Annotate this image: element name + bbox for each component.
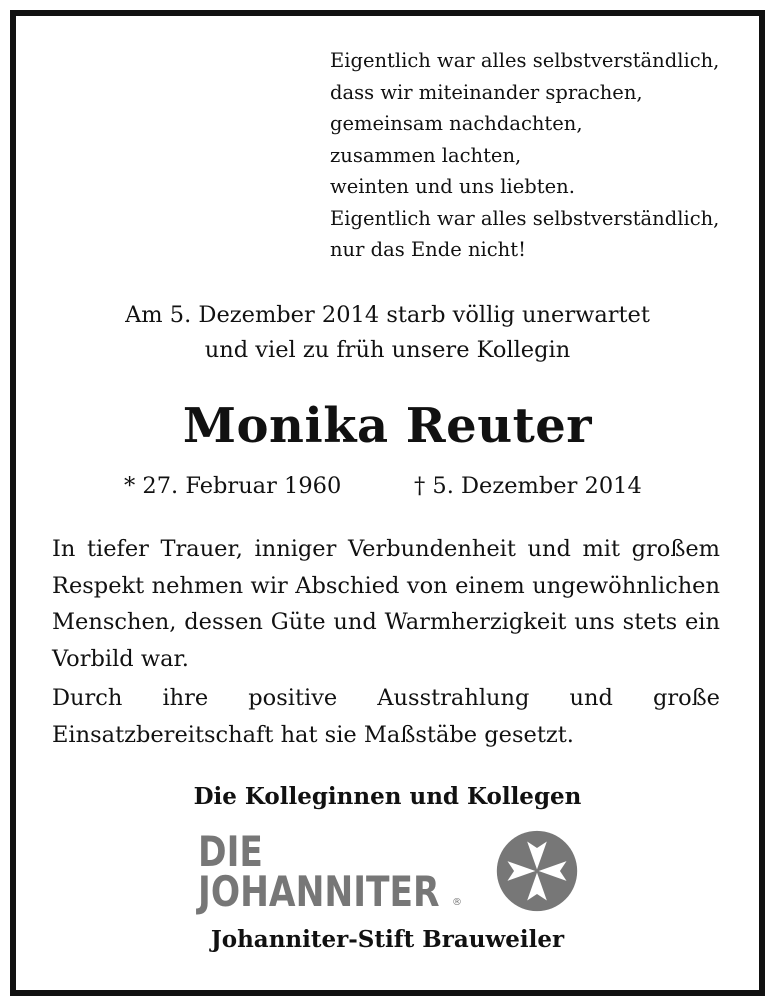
condolence-paragraph-1: In tiefer Trauer, inniger Verbundenheit und mit großem Respekt nehmen wir Abschied von einem ungewöhnlichen Menschen, dessen Güte und Warmherzigkeit uns stets ein Vorbild war. [52,536,720,672]
birth-date: * 27. Februar 1960 [124,473,342,499]
death-date: † 5. Dezember 2014 [414,473,642,499]
poem-line: nur das Ende nicht! [330,238,526,261]
johanniter-cross-icon-svg [496,830,578,912]
registered-mark: ® [452,897,462,908]
poem-line: Eigentlich war alles selbstverständlich, [330,206,720,230]
poem-line: gemeinsam nachdachten, [330,112,583,135]
announcement [0,298,775,368]
logo-text-die: DIE [198,827,263,876]
deceased-name: Monika Reuter [182,398,593,454]
poem-line: zusammen lachten, [330,143,522,167]
poem-line: dass wir miteinander sprachen, [330,80,643,104]
announcement-line-2: und viel zu früh unsere Kollegin [204,337,571,363]
signature: Die Kolleginnen und Kollegen [193,783,582,810]
johanniter-cross-icon [496,830,578,916]
poem-line: Eigentlich war alles selbstverständlich, [330,49,720,72]
poem [330,45,719,266]
logo-text-johanniter: JOHANNITER [198,867,440,916]
announcement-line-1: Am 5. Dezember 2014 starb völlig unerwartet [125,302,650,328]
condolence-paragraph-2: Durch ihre positive Ausstrahlung und große Einsatzbereitschaft hat sie Maßstäbe gesetzt. [52,685,720,748]
poem-line: weinten und uns liebten. [330,175,575,198]
institution-name: Johanniter-Stift Brauweiler [210,926,565,953]
